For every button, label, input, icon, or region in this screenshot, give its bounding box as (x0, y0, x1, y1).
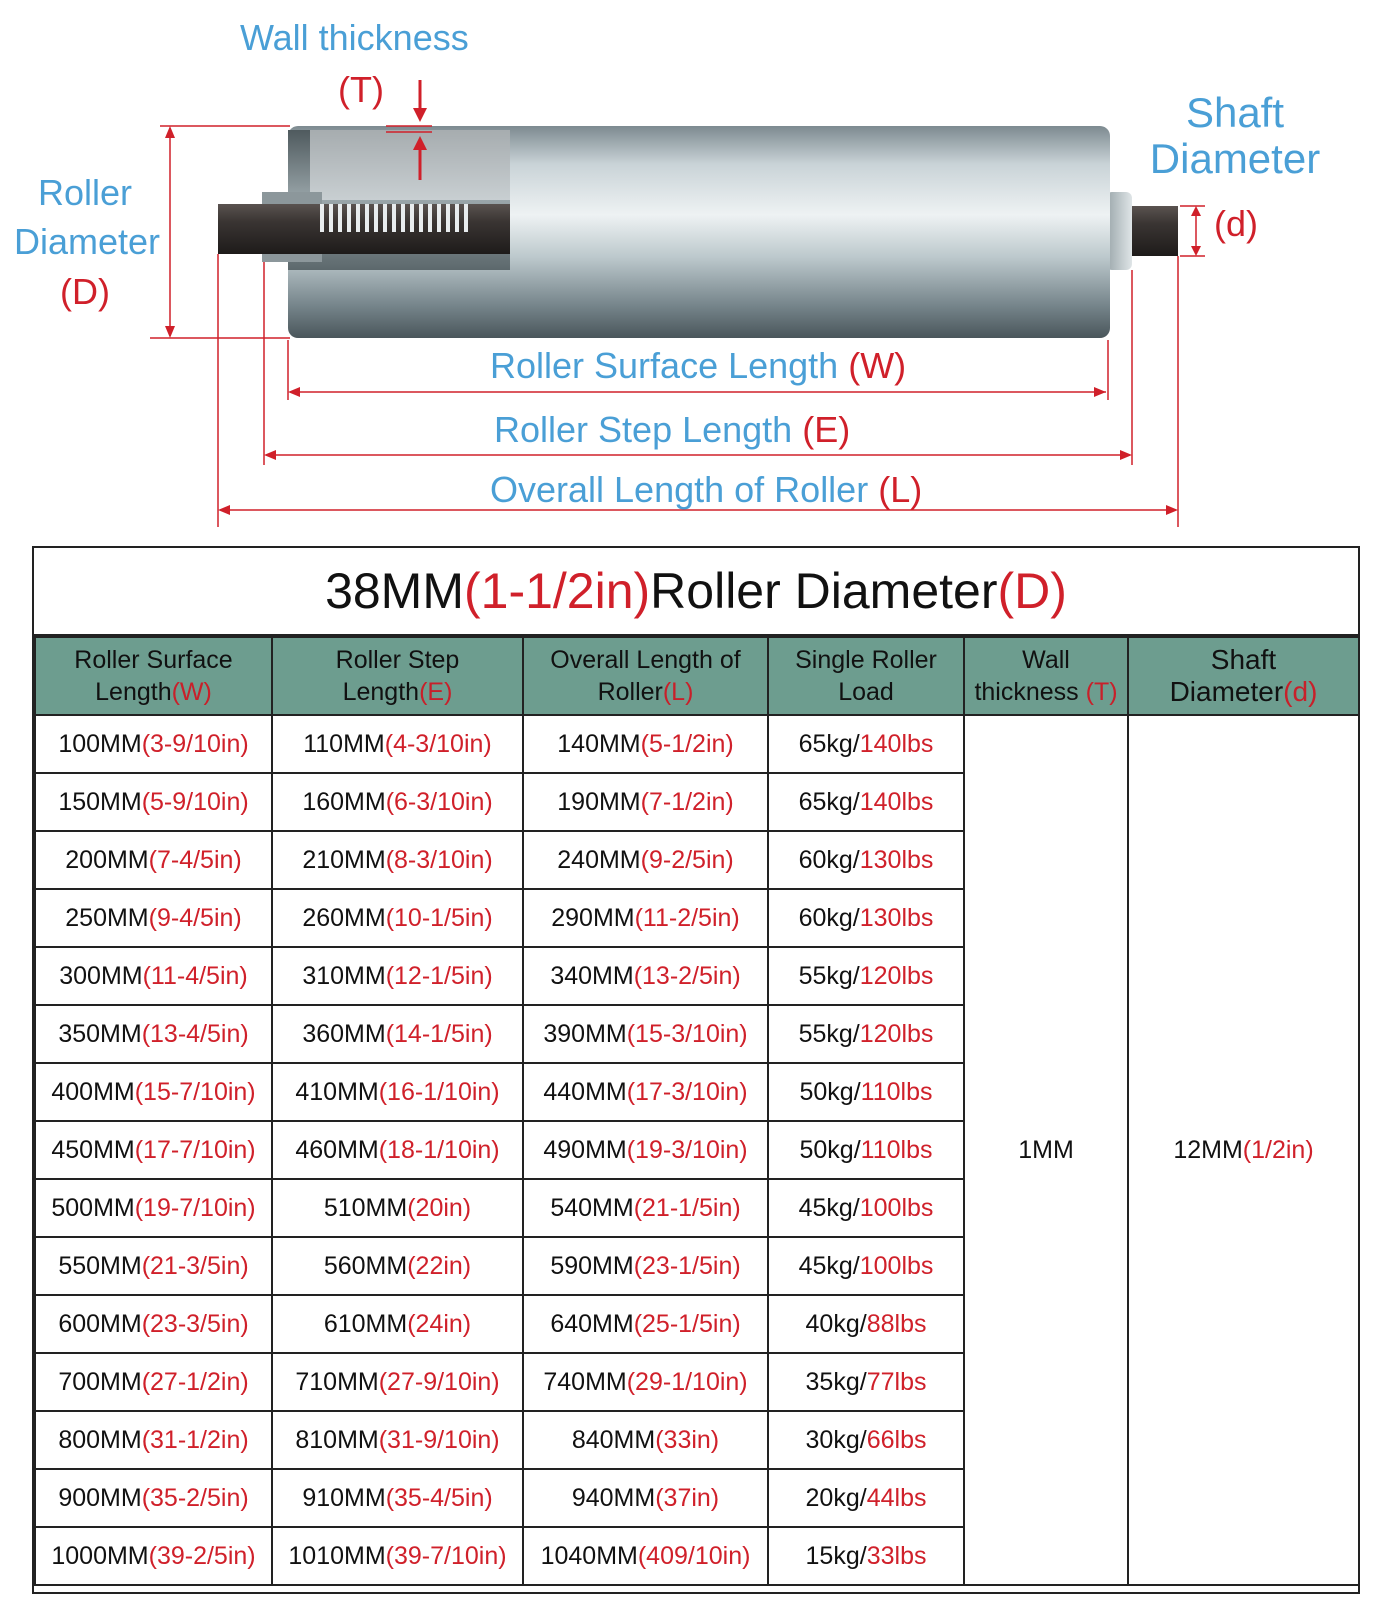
step-length-symbol: (E) (802, 409, 851, 450)
cell-roller-load: 45kg/100lbs (768, 1179, 964, 1237)
cell-step-length: 610MM(24in) (272, 1295, 523, 1353)
roller-drawing (0, 0, 1394, 545)
step-length-text: Roller Step Length (494, 409, 803, 450)
roller-diameter-symbol: (D) (60, 271, 110, 312)
header-wall-thickness: Wall thickness (T) (964, 637, 1128, 715)
header-roller-load: Single Roller Load (768, 637, 964, 715)
cell-step-length: 810MM(31-9/10in) (272, 1411, 523, 1469)
right-shaft (1128, 206, 1178, 256)
shaft-diameter-label-1: Shaft (1185, 89, 1285, 136)
title-inch: (1-1/2in) (463, 563, 651, 619)
cell-surface-length: 350MM(13-4/5in) (35, 1005, 272, 1063)
cell-surface-length: 200MM(7-4/5in) (35, 831, 272, 889)
cell-roller-load: 45kg/100lbs (768, 1237, 964, 1295)
cell-wall-thickness: 1MM (964, 715, 1128, 1585)
cell-step-length: 210MM(8-3/10in) (272, 831, 523, 889)
cell-step-length: 310MM(12-1/5in) (272, 947, 523, 1005)
shaft-diameter-symbol: (d) (1214, 203, 1258, 244)
cell-step-length: 510MM(20in) (272, 1179, 523, 1237)
roller-diameter-label-2: Diameter (13, 221, 161, 262)
header-surface-length: Roller Surface Length(W) (35, 637, 272, 715)
cell-roller-load: 20kg/44lbs (768, 1469, 964, 1527)
cell-surface-length: 400MM(15-7/10in) (35, 1063, 272, 1121)
cell-step-length: 560MM(22in) (272, 1237, 523, 1295)
cell-overall-length: 840MM(33in) (523, 1411, 768, 1469)
cell-step-length: 1010MM(39-7/10in) (272, 1527, 523, 1585)
overall-length-label (490, 469, 923, 510)
cell-surface-length: 450MM(17-7/10in) (35, 1121, 272, 1179)
cell-step-length: 410MM(16-1/10in) (272, 1063, 523, 1121)
cell-step-length: 710MM(27-9/10in) (272, 1353, 523, 1411)
title-mm: 38MM (325, 563, 464, 619)
cell-surface-length: 150MM(5-9/10in) (35, 773, 272, 831)
cell-roller-load: 50kg/110lbs (768, 1121, 964, 1179)
cell-overall-length: 290MM(11-2/5in) (523, 889, 768, 947)
cell-overall-length: 340MM(13-2/5in) (523, 947, 768, 1005)
cell-step-length: 160MM(6-3/10in) (272, 773, 523, 831)
cell-roller-load: 60kg/130lbs (768, 889, 964, 947)
roller-diagram (0, 0, 1394, 545)
table-row (35, 715, 1359, 773)
cell-surface-length: 700MM(27-1/2in) (35, 1353, 272, 1411)
header-step-length: Roller Step Length(E) (272, 637, 523, 715)
cell-overall-length: 390MM(15-3/10in) (523, 1005, 768, 1063)
cell-overall-length: 640MM(25-1/5in) (523, 1295, 768, 1353)
overall-length-text: Overall Length of Roller (490, 469, 879, 510)
cell-roller-load: 15kg/33lbs (768, 1527, 964, 1585)
title-symbol: (D) (997, 563, 1067, 619)
wall-thickness-symbol: (T) (338, 69, 384, 110)
cell-overall-length: 590MM(23-1/5in) (523, 1237, 768, 1295)
cell-overall-length: 540MM(21-1/5in) (523, 1179, 768, 1237)
header-row (35, 637, 1359, 715)
header-overall-length: Overall Length of Roller(L) (523, 637, 768, 715)
cell-surface-length: 1000MM(39-2/5in) (35, 1527, 272, 1585)
cell-overall-length: 240MM(9-2/5in) (523, 831, 768, 889)
title-text: Roller Diameter (650, 563, 998, 619)
cell-surface-length: 300MM(11-4/5in) (35, 947, 272, 1005)
cell-overall-length: 140MM(5-1/2in) (523, 715, 768, 773)
surface-length-symbol: (W) (848, 345, 907, 386)
cell-surface-length: 800MM(31-1/2in) (35, 1411, 272, 1469)
cell-roller-load: 30kg/66lbs (768, 1411, 964, 1469)
cell-shaft-diameter: 12MM(1/2in) (1128, 715, 1359, 1585)
cell-step-length: 260MM(10-1/5in) (272, 889, 523, 947)
spec-grid (34, 636, 1360, 1586)
overall-length-symbol: (L) (878, 469, 923, 510)
surface-length-label (490, 345, 907, 386)
cell-roller-load: 55kg/120lbs (768, 1005, 964, 1063)
spec-table (32, 546, 1360, 1594)
cell-roller-load: 35kg/77lbs (768, 1353, 964, 1411)
cell-roller-load: 40kg/88lbs (768, 1295, 964, 1353)
step-length-label (494, 409, 851, 450)
cell-overall-length: 490MM(19-3/10in) (523, 1121, 768, 1179)
header-shaft-diameter: Shaft Diameter(d) (1128, 637, 1359, 715)
cell-roller-load: 50kg/110lbs (768, 1063, 964, 1121)
cell-overall-length: 740MM(29-1/10in) (523, 1353, 768, 1411)
table-title (34, 548, 1358, 636)
cell-roller-load: 55kg/120lbs (768, 947, 964, 1005)
spec-rows (35, 715, 1359, 1585)
cell-surface-length: 100MM(3-9/10in) (35, 715, 272, 773)
cell-overall-length: 190MM(7-1/2in) (523, 773, 768, 831)
cell-roller-load: 60kg/130lbs (768, 831, 964, 889)
cell-overall-length: 940MM(37in) (523, 1469, 768, 1527)
cell-step-length: 110MM(4-3/10in) (272, 715, 523, 773)
shaft-diameter-label-2: Diameter (1149, 135, 1321, 182)
cell-surface-length: 550MM(21-3/5in) (35, 1237, 272, 1295)
cell-roller-load: 65kg/140lbs (768, 773, 964, 831)
cell-step-length: 460MM(18-1/10in) (272, 1121, 523, 1179)
cell-surface-length: 600MM(23-3/5in) (35, 1295, 272, 1353)
cell-step-length: 910MM(35-4/5in) (272, 1469, 523, 1527)
cell-surface-length: 250MM(9-4/5in) (35, 889, 272, 947)
cell-surface-length: 900MM(35-2/5in) (35, 1469, 272, 1527)
wall-thickness-label: Wall thickness (240, 17, 469, 58)
cell-overall-length: 440MM(17-3/10in) (523, 1063, 768, 1121)
cell-roller-load: 65kg/140lbs (768, 715, 964, 773)
roller-diameter-label-1: Roller (37, 172, 133, 213)
cell-overall-length: 1040MM(409/10in) (523, 1527, 768, 1585)
cell-step-length: 360MM(14-1/5in) (272, 1005, 523, 1063)
surface-length-text: Roller Surface Length (490, 345, 849, 386)
cell-surface-length: 500MM(19-7/10in) (35, 1179, 272, 1237)
